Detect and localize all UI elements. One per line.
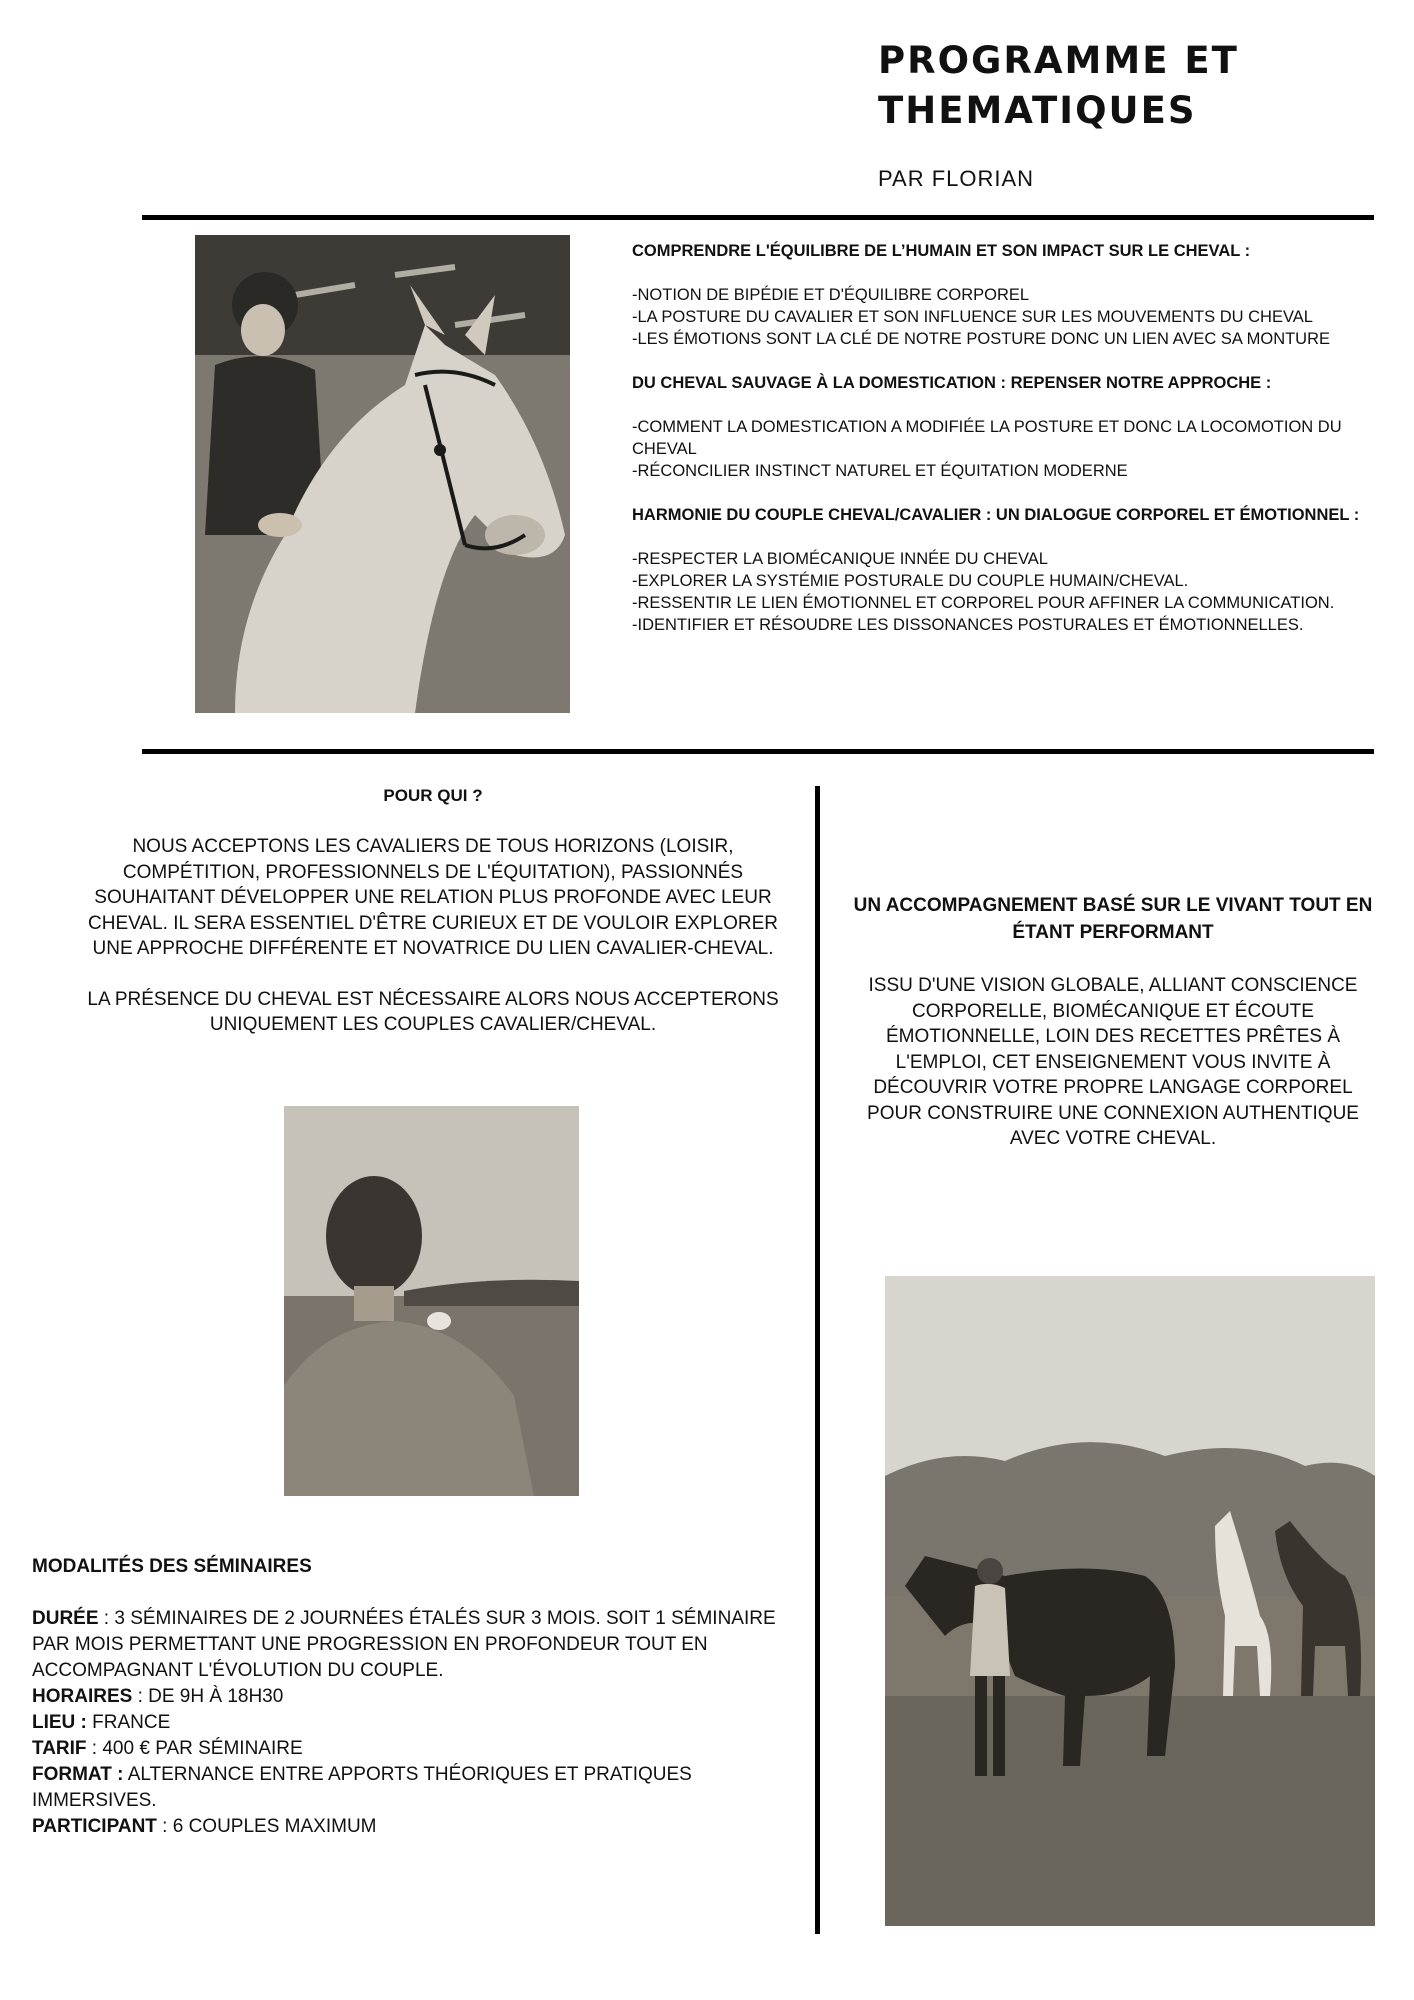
modalite-lieu <box>32 1710 792 1736</box>
list-item: -RÉCONCILIER INSTINCT NATUREL ET ÉQUITATION MODERNE <box>632 462 1128 480</box>
field-back-photo <box>284 1106 579 1496</box>
section-list-harmonie <box>632 548 1380 636</box>
accompagnement-section <box>845 892 1381 1152</box>
horaires-label: HORAIRES <box>32 1686 133 1707</box>
modalite-horaires <box>32 1684 792 1710</box>
modalite-participant <box>32 1814 792 1840</box>
pour-qui-section <box>72 786 794 1063</box>
modalite-format <box>32 1762 792 1814</box>
list-item: -NOTION DE BIPÉDIE ET D'ÉQUILIBRE CORPOREL <box>632 286 1030 304</box>
modalite-tarif <box>32 1736 792 1762</box>
tarif-value: : 400 € PAR SÉMINAIRE <box>86 1738 303 1759</box>
lieu-value: FRANCE <box>86 1712 171 1733</box>
modalites-section <box>32 1556 792 1840</box>
accompagnement-heading: UN ACCOMPAGNEMENT BASÉ SUR LE VIVANT TOUT EN ÉTANT PERFORMANT <box>853 895 1373 943</box>
list-item: -RESPECTER LA BIOMÉCANIQUE INNÉE DU CHEVAL <box>632 550 1048 568</box>
horaires-value: : DE 9H À 18H30 <box>132 1686 284 1707</box>
section-list-domestication <box>632 416 1380 482</box>
program-content <box>632 240 1380 658</box>
list-item: -LA POSTURE DU CAVALIER ET SON INFLUENCE SUR LES MOUVEMENTS DU CHEVAL <box>632 308 1313 326</box>
top-divider <box>142 215 1374 220</box>
format-label: FORMAT : <box>32 1764 124 1785</box>
format-value: ALTERNANCE ENTRE APPORTS THÉORIQUES ET PRATIQUES IMMERSIVES. <box>32 1764 692 1811</box>
rider-horse-photo <box>195 235 570 713</box>
lieu-label: LIEU : <box>32 1712 87 1733</box>
list-item: -COMMENT LA DOMESTICATION A MODIFIÉE LA POSTURE ET DONC LA LOCOMOTION DU CHEVAL <box>632 418 1342 458</box>
modalite-duree <box>32 1606 792 1684</box>
section-heading-harmonie: HARMONIE DU COUPLE CHEVAL/CAVALIER : UN DIALOGUE CORPOREL ET ÉMOTIONNEL : <box>632 506 1360 524</box>
list-item: -EXPLORER LA SYSTÉMIE POSTURALE DU COUPLE HUMAIN/CHEVAL. <box>632 572 1189 590</box>
duree-value: : 3 SÉMINAIRES DE 2 JOURNÉES ÉTALÉS SUR 3 MOIS. SOIT 1 SÉMINAIRE PAR MOIS PERMETTANT UNE PROGRESSION EN PROFONDEUR TOUT EN ACCOMPAGNANT L'ÉVOLUTION DU COUPLE. <box>32 1608 776 1681</box>
column-divider <box>815 786 820 1934</box>
section-heading-equilibre: COMPRENDRE L'ÉQUILIBRE DE L’HUMAIN ET SON IMPACT SUR LE CHEVAL : <box>632 242 1251 260</box>
participant-value: : 6 COUPLES MAXIMUM <box>156 1816 377 1837</box>
list-item: -RESSENTIR LE LIEN ÉMOTIONNEL ET CORPOREL POUR AFFINER LA COMMUNICATION. <box>632 594 1335 612</box>
page-subtitle: PAR FLORIAN <box>878 166 1035 191</box>
section-list-equilibre <box>632 284 1380 350</box>
modalites-heading: MODALITÉS DES SÉMINAIRES <box>32 1556 312 1577</box>
participant-label: PARTICIPANT <box>32 1816 157 1837</box>
list-item: -IDENTIFIER ET RÉSOUDRE LES DISSONANCES POSTURALES ET ÉMOTIONNELLES. <box>632 616 1304 634</box>
section-heading-domestication: DU CHEVAL SAUVAGE À LA DOMESTICATION : REPENSER NOTRE APPROCHE : <box>632 374 1272 392</box>
middle-divider <box>142 749 1374 754</box>
duree-label: DURÉE <box>32 1608 99 1629</box>
accompagnement-paragraph: ISSU D'UNE VISION GLOBALE, ALLIANT CONSCIENCE CORPORELLE, BIOMÉCANIQUE ET ÉCOUTE ÉMOTIONNELLE, LOIN DES RECETTES PRÊTES À L'EMPLOI, CET ENSEIGNEMENT VOUS INVITE À DÉCOUVRIR VOTRE PROPRE LANGAGE CORPOREL POUR CONSTRUIRE UNE CONNEXION AUTHENTIQUE AVEC VOTRE CHEVAL. <box>867 975 1359 1149</box>
pour-qui-heading: POUR QUI ? <box>383 786 483 805</box>
tarif-label: TARIF <box>32 1738 87 1759</box>
list-item: -LES ÉMOTIONS SONT LA CLÉ DE NOTRE POSTURE DONC UN LIEN AVEC SA MONTURE <box>632 330 1331 348</box>
pour-qui-paragraph-1: NOUS ACCEPTONS LES CAVALIERS DE TOUS HORIZONS (LOISIR, COMPÉTITION, PROFESSIONNELS DE L'ÉQUITATION), PASSIONNÉS SOUHAITANT DÉVELOPPER UNE RELATION PLUS PROFONDE AVEC LEUR CHEVAL. IL SERA ESSENTIEL D'ÊTRE CURIEUX ET DE VOULOIR EXPLORER UNE APPROCHE DIFFÉRENTE ET NOVATRICE DU LIEN CAVALIER-CHEVAL. <box>88 836 778 959</box>
pour-qui-paragraph-2: LA PRÉSENCE DU CHEVAL EST NÉCESSAIRE ALORS NOUS ACCEPTERONS UNIQUEMENT LES COUPLES CAVALIER/CHEVAL. <box>87 988 779 1035</box>
page-title: PROGRAMME ET THEMATIQUES <box>878 39 1239 132</box>
herd-photo <box>885 1276 1375 1926</box>
